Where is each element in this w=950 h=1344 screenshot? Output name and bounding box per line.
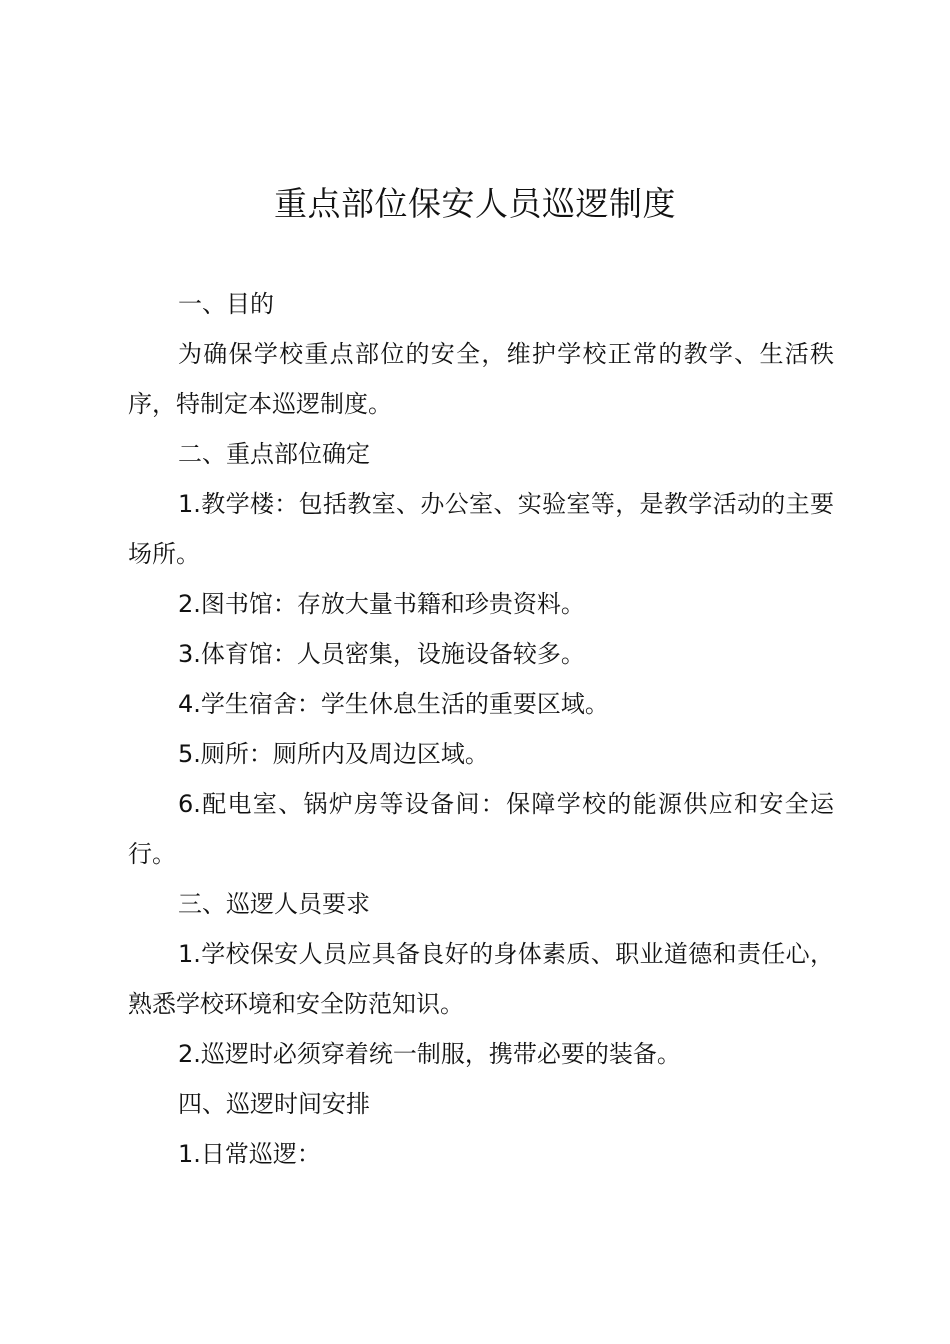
document-body [128,279,834,1179]
list-item: 1.教学楼：包括教室、办公室、实验室等，是教学活动的主要场所。 [128,490,834,568]
list-item: 1.学校保安人员应具备良好的身体素质、职业道德和责任心，熟悉学校环境和安全防范知识。 [128,940,834,1018]
list-item: 1.日常巡逻： [178,1140,321,1168]
section-heading: 四、巡逻时间安排 [178,1090,370,1118]
list-item: 4.学生宿舍：学生休息生活的重要区域。 [178,690,609,718]
document-title: 重点部位保安人员巡逻制度 [274,184,676,223]
list-item: 2.巡逻时必须穿着统一制服，携带必要的装备。 [178,1040,681,1068]
list-item: 3.体育馆：人员密集，设施设备较多。 [178,640,585,668]
paragraph: 为确保学校重点部位的安全，维护学校正常的教学、生活秩序，特制定本巡逻制度。 [128,340,834,418]
list-item: 6.配电室、锅炉房等设备间：保障学校的能源供应和安全运行。 [128,790,834,868]
list-item: 2.图书馆：存放大量书籍和珍贵资料。 [178,590,585,618]
section-heading: 二、重点部位确定 [178,440,370,468]
section-heading: 三、巡逻人员要求 [178,890,370,918]
section-heading: 一、目的 [178,290,274,318]
list-item: 5.厕所：厕所内及周边区域。 [178,740,489,768]
